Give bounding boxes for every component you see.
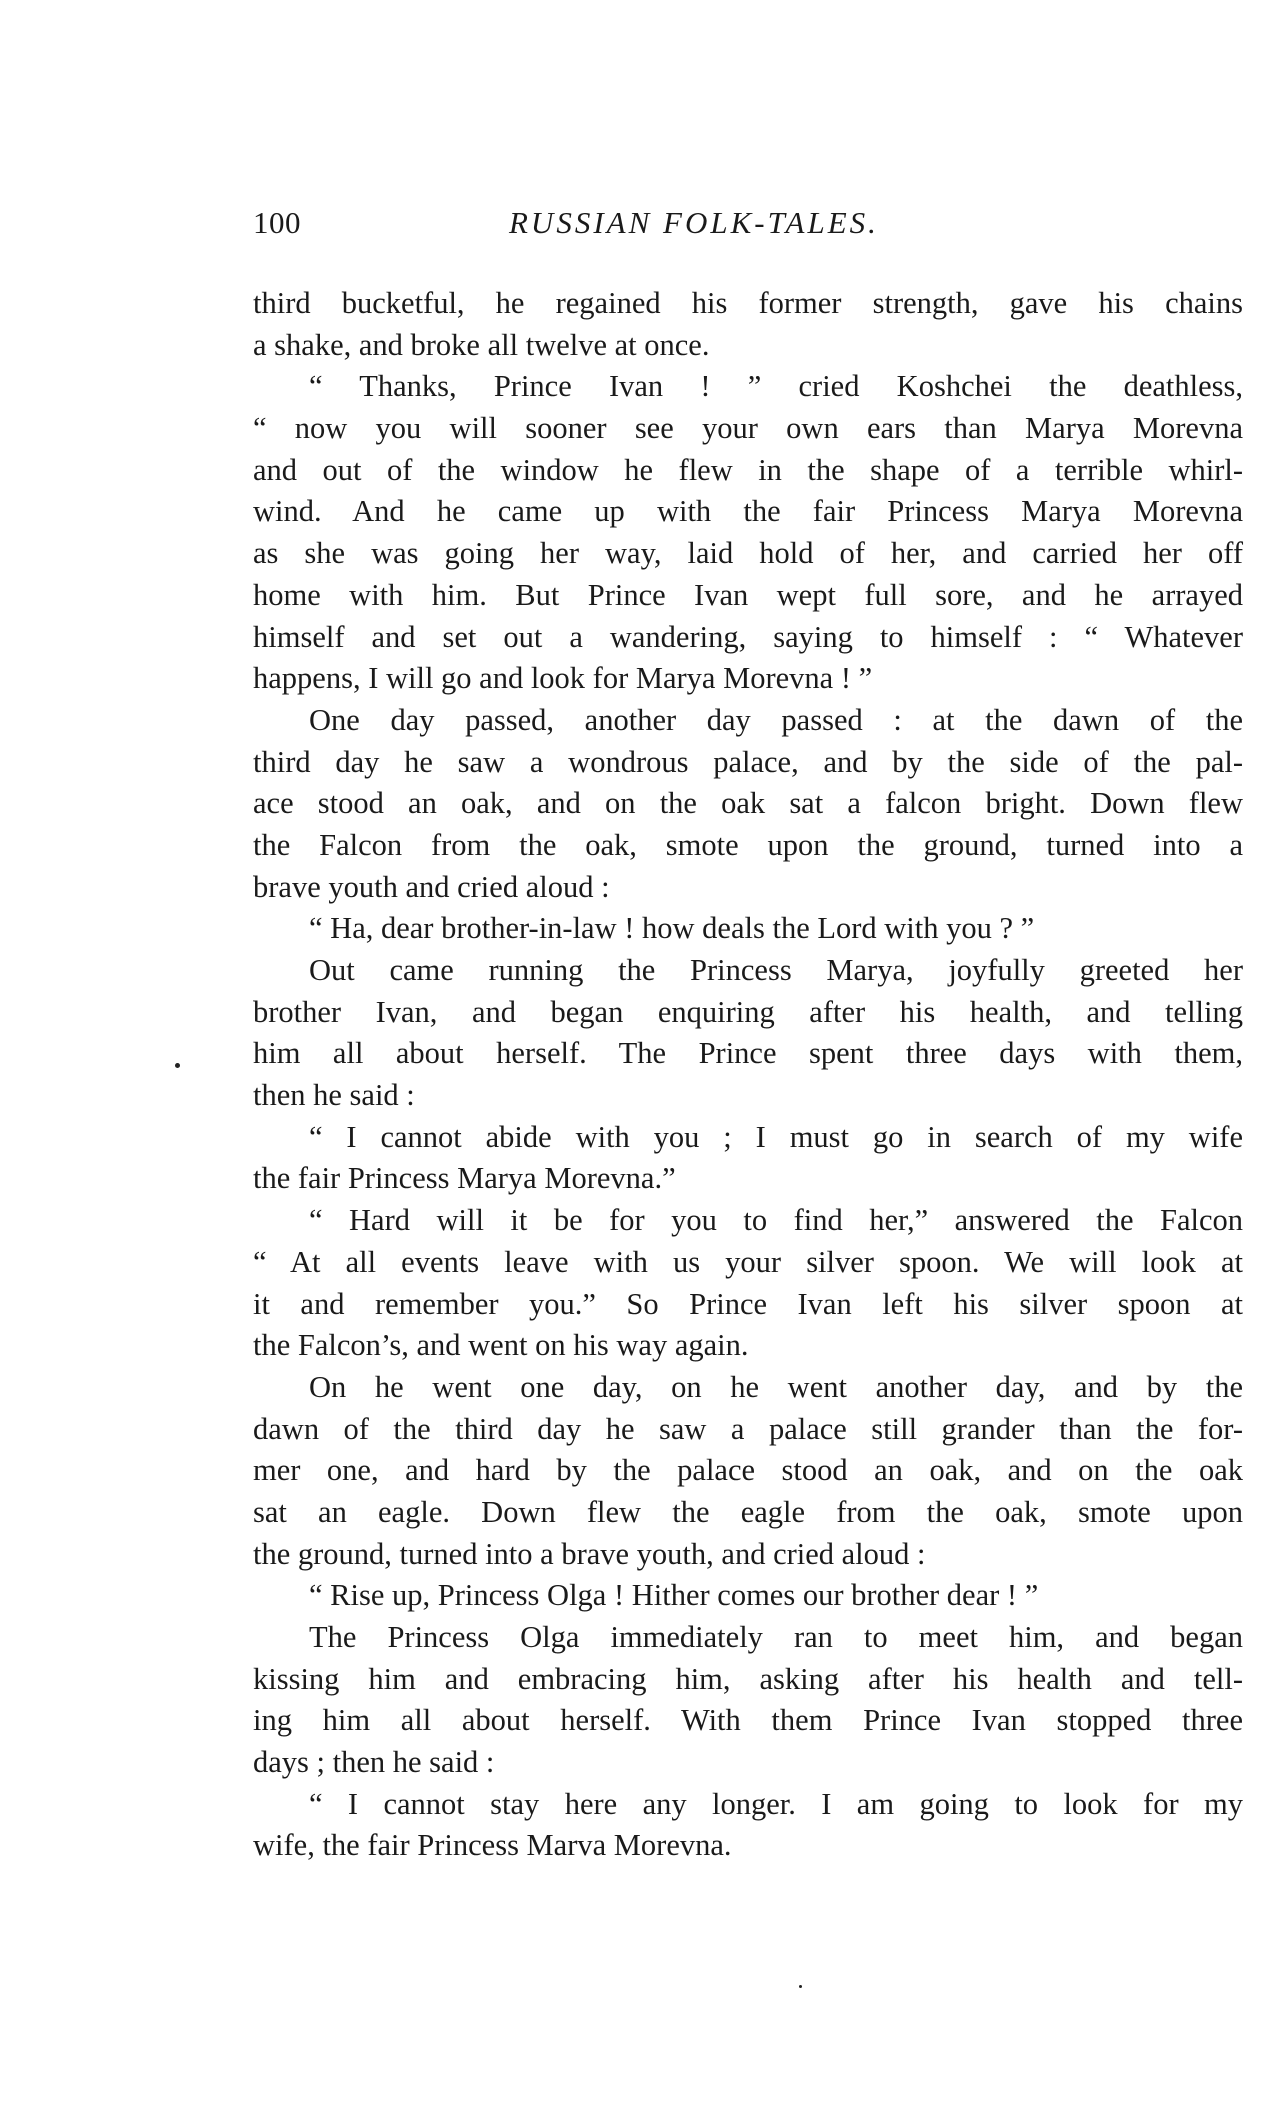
text-line: ing him all about herself. With them Prince Ivan stopped three — [253, 1703, 1243, 1738]
text-line: brother Ivan, and began enquiring after his health, and telling — [253, 994, 1243, 1029]
text-line: happens, I will go and look for Marya Morevna ! ” — [253, 661, 873, 696]
text-line: dawn of the third day he saw a palace still grander than the for- — [253, 1411, 1243, 1446]
text-line: third day he saw a wondrous palace, and by the side of the pal- — [253, 744, 1243, 779]
text-line: mer one, and hard by the palace stood an oak, and on the oak — [253, 1453, 1243, 1488]
text-line: and out of the window he flew in the shape of a terrible whirl- — [253, 452, 1243, 487]
text-line: days ; then he said : — [253, 1745, 495, 1780]
text-line: The Princess Olga immediately ran to meet him, and began — [309, 1620, 1243, 1654]
text-line: as she was going her way, laid hold of her, and carried her off — [253, 536, 1243, 571]
text-line: home with him. But Prince Ivan wept full sore, and he arrayed — [253, 577, 1243, 612]
text-line: Out came running the Princess Marya, joyfully greeted her — [309, 953, 1243, 987]
text-line: “ At all events leave with us your silver spoon. We will look at — [253, 1244, 1243, 1279]
text-line: “ I cannot stay here any longer. I am going to look for my — [309, 1786, 1243, 1821]
text-line: the ground, turned into a brave youth, and cried aloud : — [253, 1536, 926, 1571]
text-line: “ now you will sooner see your own ears than Marya Morevna — [253, 411, 1243, 446]
text-line: it and remember you.” So Prince Ivan left his silver spoon at — [253, 1286, 1243, 1321]
text-line: One day passed, another day passed : at the dawn of the — [309, 702, 1243, 737]
text-line: “ Thanks, Prince Ivan ! ” cried Koshchei the deathless, — [309, 369, 1243, 404]
text-line: kissing him and embracing him, asking after his health and tell- — [253, 1661, 1243, 1696]
text-line: On he went one day, on he went another day, and by the — [309, 1369, 1243, 1404]
running-head: RUSSIAN FOLK-TALES. — [509, 205, 879, 240]
text-line: “ I cannot abide with you ; I must go in search of my wife — [309, 1119, 1243, 1154]
text-line: “ Hard will it be for you to find her,” answered the Falcon — [309, 1203, 1243, 1238]
text-line: wife, the fair Princess Marva Morevna. — [253, 1828, 732, 1863]
text-line: himself and set out a wandering, saying to himself : “ Whatever — [253, 619, 1243, 654]
text-line: ace stood an oak, and on the oak sat a falcon bright. Down flew — [253, 786, 1243, 821]
page-header — [253, 205, 1253, 255]
text-line: the fair Princess Marya Morevna.” — [253, 1161, 676, 1196]
text-line: “ Rise up, Princess Olga ! Hither comes our brother dear ! ” — [309, 1578, 1039, 1613]
text-line: third bucketful, he regained his former strength, gave his chains — [253, 286, 1243, 320]
text-line: wind. And he came up with the fair Princess Marya Morevna — [253, 494, 1243, 529]
page-number: 100 — [253, 205, 301, 240]
ink-speck — [799, 1985, 802, 1988]
ink-speck — [175, 1063, 180, 1068]
text-line: the Falcon from the oak, smote upon the ground, turned into a — [253, 827, 1243, 862]
text-line: brave youth and cried aloud : — [253, 869, 610, 904]
text-line: sat an eagle. Down flew the eagle from the oak, smote upon — [253, 1494, 1243, 1529]
text-line: then he said : — [253, 1078, 415, 1113]
text-line: a shake, and broke all twelve at once. — [253, 327, 710, 362]
text-line: “ Ha, dear brother-in-law ! how deals the Lord with you ? ” — [309, 911, 1035, 946]
text-line: the Falcon’s, and went on his way again. — [253, 1328, 749, 1363]
body-text — [253, 283, 1243, 1867]
text-line: him all about herself. The Prince spent three days with them, — [253, 1036, 1243, 1071]
